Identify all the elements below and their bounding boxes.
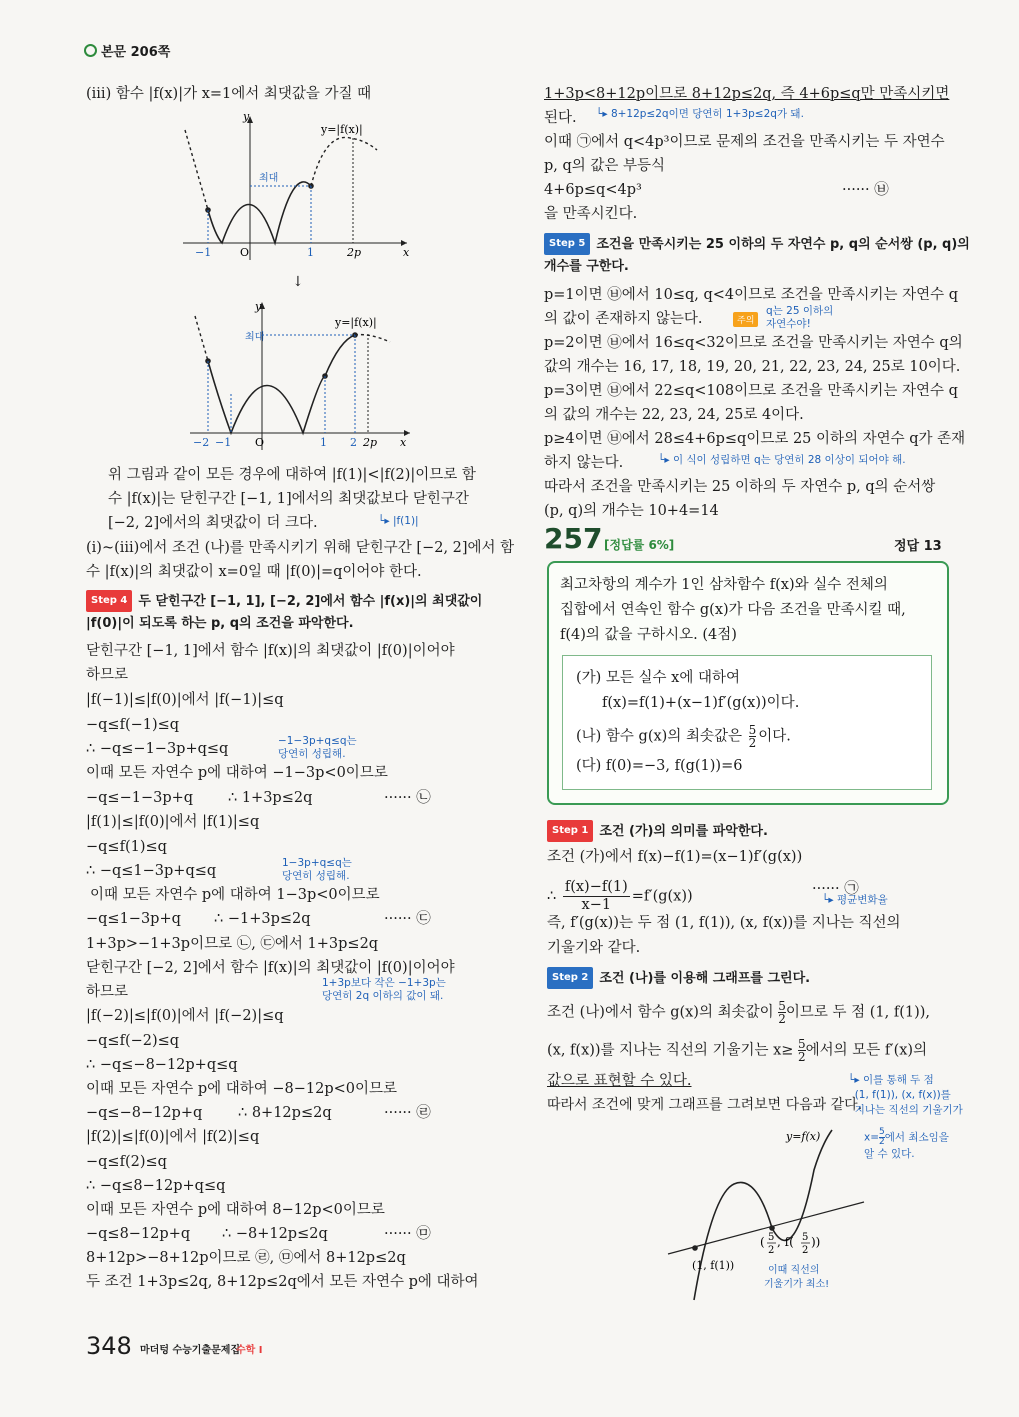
svg-text:2: 2 bbox=[802, 1245, 809, 1256]
y-axis-label: y bbox=[243, 110, 250, 123]
eq-tag: ······ ㉣ bbox=[384, 1105, 431, 1121]
svg-text:5: 5 bbox=[802, 1232, 809, 1243]
math-line: |f(1)|≤|f(0)|에서 |f(1)|≤q bbox=[86, 814, 260, 830]
section-ref: 본문 206쪽 bbox=[84, 41, 170, 60]
annotation: 1−3p+q≤q는 당연히 성립해. bbox=[282, 857, 352, 882]
fraction: $\frac{5}{2}$ bbox=[798, 1037, 806, 1064]
origin-label: O bbox=[240, 246, 250, 259]
annotation: 1+3p보다 작은 −1+3p는 당연히 2q 이하의 값이 돼. bbox=[322, 977, 446, 1002]
eq-tag: ······ ㉠ bbox=[812, 881, 859, 897]
math-line: p, q의 값은 부등식 bbox=[544, 158, 666, 174]
para-line: (i)~(iii)에서 조건 (나)를 만족시키기 위해 닫힌구간 [−2, 2]에서 함 bbox=[86, 540, 515, 556]
problem-text: 최고차항의 계수가 1인 삼차함수 f(x)와 실수 전체의 bbox=[560, 577, 888, 593]
math-line: −q≤1−3p+q bbox=[86, 911, 181, 927]
para-line: 수 |f(x)|의 최댓값이 x=0일 때 |f(0)|=q이어야 한다. bbox=[86, 564, 422, 580]
graph-f-cubic bbox=[664, 1122, 874, 1302]
math-line: 하지 않는다. bbox=[544, 455, 624, 471]
tick-1: 1 bbox=[307, 246, 314, 259]
math-line: p=3이면 ㉥에서 22≤q<108이므로 조건을 만족시키는 자연수 q bbox=[544, 383, 958, 399]
math-line: −q≤−8−12p+q bbox=[86, 1105, 203, 1121]
annotation: x= $\frac{5}{2}$ 에서 최소임을 알 수 있다. bbox=[864, 1127, 949, 1160]
eq-tag: ······ ㉥ bbox=[842, 182, 889, 198]
math-line: 따라서 조건을 만족시키는 25 이하의 두 자연수 p, q의 순서쌍 bbox=[544, 479, 936, 495]
case3-title: (iii) 함수 |f(x)|가 x=1에서 최댓값을 가질 때 bbox=[86, 86, 372, 102]
problem-text: f(4)의 값을 구하시오. (4점) bbox=[560, 627, 737, 643]
math-line: 기울기와 같다. bbox=[547, 940, 641, 956]
math-line: ∴ −q≤−8−12p+q≤q bbox=[86, 1057, 238, 1073]
function-label: y=|f(x)| bbox=[335, 316, 377, 329]
math-line: −q≤−1−3p+q bbox=[86, 790, 194, 806]
graph-abs-f-case3-a bbox=[175, 110, 425, 262]
tick-2p: 2p bbox=[347, 246, 362, 259]
math-line: ∴ $\frac{f(x)-f(1)}{x-1}$ =f′(g(x)) bbox=[547, 879, 693, 913]
math-line: 된다. bbox=[544, 110, 577, 126]
math-line: 값으로 표현할 수 있다. bbox=[547, 1073, 692, 1089]
math-line: 을 만족시킨다. bbox=[544, 206, 638, 222]
max-label: 최대 bbox=[259, 173, 279, 184]
math-line: 이때 모든 자연수 p에 대하여 −8−12p<0이므로 bbox=[86, 1081, 398, 1097]
tick-neg2: −2 bbox=[193, 436, 210, 449]
down-arrow: ↓ bbox=[292, 274, 304, 290]
circle-bullet-icon bbox=[84, 44, 97, 57]
x-axis-label: x bbox=[400, 436, 407, 449]
tick-2p: 2p bbox=[363, 436, 378, 449]
tick-neg1: −1 bbox=[215, 436, 232, 449]
math-line: 하므로 bbox=[86, 984, 129, 1000]
math-line: ∴ −q≤8−12p+q≤q bbox=[86, 1178, 226, 1194]
step1-heading: Step 1 조건 (가)의 의미를 파악한다. bbox=[547, 820, 768, 842]
warning-badge: 주의 bbox=[733, 312, 758, 327]
math-line: 닫힌구간 [−2, 2]에서 함수 |f(x)|의 최댓값이 |f(0)|이어야 bbox=[86, 960, 455, 976]
tick-1: 1 bbox=[320, 436, 327, 449]
math-line: −q≤f(−2)≤q bbox=[86, 1033, 180, 1049]
math-line: 이때 ㉠에서 q<4p³이므로 문제의 조건을 만족시키는 두 자연수 bbox=[544, 134, 945, 150]
math-line: 8+12p>−8+12p이므로 ㉣, ㉤에서 8+12p≤2q bbox=[86, 1250, 406, 1266]
math-line: |f(−1)|≤|f(0)|에서 |f(−1)|≤q bbox=[86, 692, 284, 708]
step-badge: Step 5 bbox=[544, 233, 590, 255]
svg-text:5: 5 bbox=[768, 1232, 775, 1243]
math-line: 1+3p<8+12p이므로 8+12p≤2q, 즉 4+6p≤q만 만족시키면 bbox=[544, 86, 950, 102]
step5-heading: Step 5 조건을 만족시키는 25 이하의 두 자연수 p, q의 순서쌍 (p, q)의 bbox=[544, 233, 970, 255]
step4-heading-cont: |f(0)|이 되도록 하는 p, q의 조건을 파악한다. bbox=[86, 616, 354, 631]
math-line: (x, f(x))를 지나는 직선의 기울기는 x≥ $\frac{5}{2}$ 에서의 모든 f′(x)의 bbox=[547, 1037, 928, 1064]
para-line: [−2, 2]에서의 최댓값이 더 크다. bbox=[108, 515, 318, 531]
math-line: 의 값의 개수는 22, 23, 24, 25로 4이다. bbox=[544, 407, 804, 423]
annotation: └▸ 8+12p≤2q이면 당연히 1+3p≤2q가 돼. bbox=[596, 108, 804, 120]
condition-a: (가) 모든 실수 x에 대하여 bbox=[576, 670, 740, 686]
math-line: 조건 (가)에서 f(x)−f(1)=(x−1)f′(g(x)) bbox=[547, 849, 803, 865]
step5-heading-cont: 개수를 구한다. bbox=[544, 259, 629, 274]
math-line: 따라서 조건에 맞게 그래프를 그려보면 다음과 같다. bbox=[547, 1097, 863, 1113]
annotation: q는 25 이하의 자연수야! bbox=[766, 305, 834, 330]
math-line: 4+6p≤q<4p³ bbox=[544, 182, 642, 198]
math-line: −q≤8−12p+q bbox=[86, 1226, 191, 1242]
math-line: ∴ −8+12p≤2q bbox=[222, 1226, 328, 1242]
math-line: 하므로 bbox=[86, 667, 129, 683]
max-label: 최대 bbox=[245, 332, 265, 343]
fraction: $\frac{f(x)-f(1)}{x-1}$ bbox=[564, 879, 628, 913]
annotation: −1−3p+q≤q는 당연히 성립해. bbox=[278, 735, 357, 760]
eq-tag: ······ ㉤ bbox=[384, 1226, 431, 1242]
condition-b: (나) 함수 g(x)의 최솟값은 $\frac{5}{2}$ 이다. bbox=[576, 723, 791, 750]
function-label: y=f(x) bbox=[786, 1130, 821, 1143]
math-line: −q≤f(2)≤q bbox=[86, 1154, 167, 1170]
book-title: 마더텅 수능기출문제집 bbox=[140, 1345, 241, 1356]
math-line: 조건 (나)에서 함수 g(x)의 최솟값이 $\frac{5}{2}$ 이므로 두 점 (1, f(1)), bbox=[547, 999, 930, 1026]
math-line: 의 값이 존재하지 않는다. bbox=[544, 311, 703, 327]
math-line: 1+3p>−1+3p이므로 ㉡, ㉢에서 1+3p≤2q bbox=[86, 936, 379, 952]
tick-2: 2 bbox=[350, 436, 357, 449]
step-badge: Step 1 bbox=[547, 820, 593, 842]
tick-neg1: −1 bbox=[195, 246, 212, 259]
step2-heading: Step 2 조건 (나)를 이용해 그래프를 그린다. bbox=[547, 967, 810, 989]
answer-label: 정답 13 bbox=[894, 539, 942, 554]
problem-number: 257 bbox=[544, 522, 603, 555]
math-line: 이때 모든 자연수 p에 대하여 8−12p<0이므로 bbox=[86, 1202, 385, 1218]
annotation-f1: └▸ |f(1)| bbox=[378, 515, 419, 527]
math-line: 이때 모든 자연수 p에 대하여 1−3p<0이므로 bbox=[90, 887, 380, 903]
svg-text:, f(: , f( bbox=[777, 1235, 794, 1249]
subject: 수학 I bbox=[236, 1345, 263, 1356]
eq-tag: ······ ㉢ bbox=[384, 911, 431, 927]
condition-c: (다) f(0)=−3, f(g(1))=6 bbox=[576, 758, 743, 774]
note: 이때 직선의 bbox=[768, 1265, 820, 1276]
step-badge: Step 4 bbox=[86, 590, 132, 612]
condition-a-eq: f(x)=f(1)+(x−1)f′(g(x))이다. bbox=[602, 695, 800, 711]
math-line: (p, q)의 개수는 10+4=14 bbox=[544, 503, 719, 519]
annotation: └▸ 평균변화율 bbox=[822, 894, 888, 906]
x-axis-label: x bbox=[403, 246, 410, 259]
fraction: $\frac{5}{2}$ bbox=[778, 999, 786, 1026]
function-label: y=|f(x)| bbox=[321, 123, 363, 136]
step-badge: Step 2 bbox=[547, 967, 593, 989]
page-number: 348 bbox=[86, 1332, 132, 1360]
note: 기울기가 최소! bbox=[764, 1279, 830, 1290]
math-line: p≥4이면 ㉥에서 28≤4+6p≤q이므로 25 이하의 자연수 q가 존재 bbox=[544, 431, 966, 447]
math-line: −q≤f(1)≤q bbox=[86, 839, 167, 855]
point-label-1: (1, f(1)) bbox=[692, 1259, 735, 1272]
math-line: ∴ 1+3p≤2q bbox=[228, 790, 313, 806]
para-line: 위 그림과 같이 모든 경우에 대하여 |f(1)|<|f(2)|이므로 함 bbox=[108, 467, 476, 483]
math-line: ∴ −1+3p≤2q bbox=[214, 911, 311, 927]
math-line: |f(2)|≤|f(0)|에서 |f(2)|≤q bbox=[86, 1129, 260, 1145]
math-line: 두 조건 1+3p≤2q, 8+12p≤2q에서 모든 자연수 p에 대하여 bbox=[86, 1274, 479, 1290]
math-line: |f(−2)|≤|f(0)|에서 |f(−2)|≤q bbox=[86, 1008, 284, 1024]
math-line: 닫힌구간 [−1, 1]에서 함수 |f(x)|의 최댓값이 |f(0)|이어야 bbox=[86, 643, 455, 659]
origin-label: O bbox=[255, 436, 265, 449]
y-axis-label: y bbox=[255, 300, 262, 313]
graph-abs-f-case3-b bbox=[185, 298, 425, 453]
math-line: 값의 개수는 16, 17, 18, 19, 20, 21, 22, 23, 24, 25로 10이다. bbox=[544, 359, 961, 375]
eq-tag: ······ ㉡ bbox=[384, 790, 431, 806]
math-line: ∴ 8+12p≤2q bbox=[238, 1105, 332, 1121]
math-line: 이때 모든 자연수 p에 대하여 −1−3p<0이므로 bbox=[86, 765, 388, 781]
math-line: −q≤f(−1)≤q bbox=[86, 717, 180, 733]
correct-rate: [정답률 6%] bbox=[604, 538, 675, 552]
problem-text: 집합에서 연속인 함수 g(x)가 다음 조건을 만족시킬 때, bbox=[560, 602, 906, 618]
math-line: ∴ −q≤−1−3p+q≤q bbox=[86, 741, 229, 757]
math-line: p=2이면 ㉥에서 16≤q<32이므로 조건을 만족시키는 자연수 q의 bbox=[544, 335, 963, 351]
math-line: ∴ −q≤1−3p+q≤q bbox=[86, 863, 217, 879]
para-line: 수 |f(x)|는 닫힌구간 [−1, 1]에서의 최댓값보다 닫힌구간 bbox=[108, 491, 469, 507]
fraction: $\frac{5}{2}$ bbox=[748, 723, 757, 750]
annotation: └▸ 이를 통해 두 점 (1, f(1)), (x, f(x))를 지나는 직선의 기울기가 bbox=[848, 1074, 963, 1116]
svg-text:(: ( bbox=[760, 1235, 765, 1249]
annotation: └▸ 이 식이 성립하면 q는 당연히 28 이상이 되어야 해. bbox=[658, 454, 906, 466]
step4-heading: Step 4 두 닫힌구간 [−1, 1], [−2, 2]에서 함수 |f(x)|의 최댓값이 bbox=[86, 590, 482, 612]
math-line: 즉, f′(g(x))는 두 점 (1, f(1)), (x, f(x))를 지나는 직선의 bbox=[547, 915, 901, 931]
svg-text:2: 2 bbox=[768, 1245, 775, 1256]
math-line: p=1이면 ㉥에서 10≤q, q<4이므로 조건을 만족시키는 자연수 q bbox=[544, 287, 958, 303]
svg-text:)): )) bbox=[811, 1235, 821, 1249]
